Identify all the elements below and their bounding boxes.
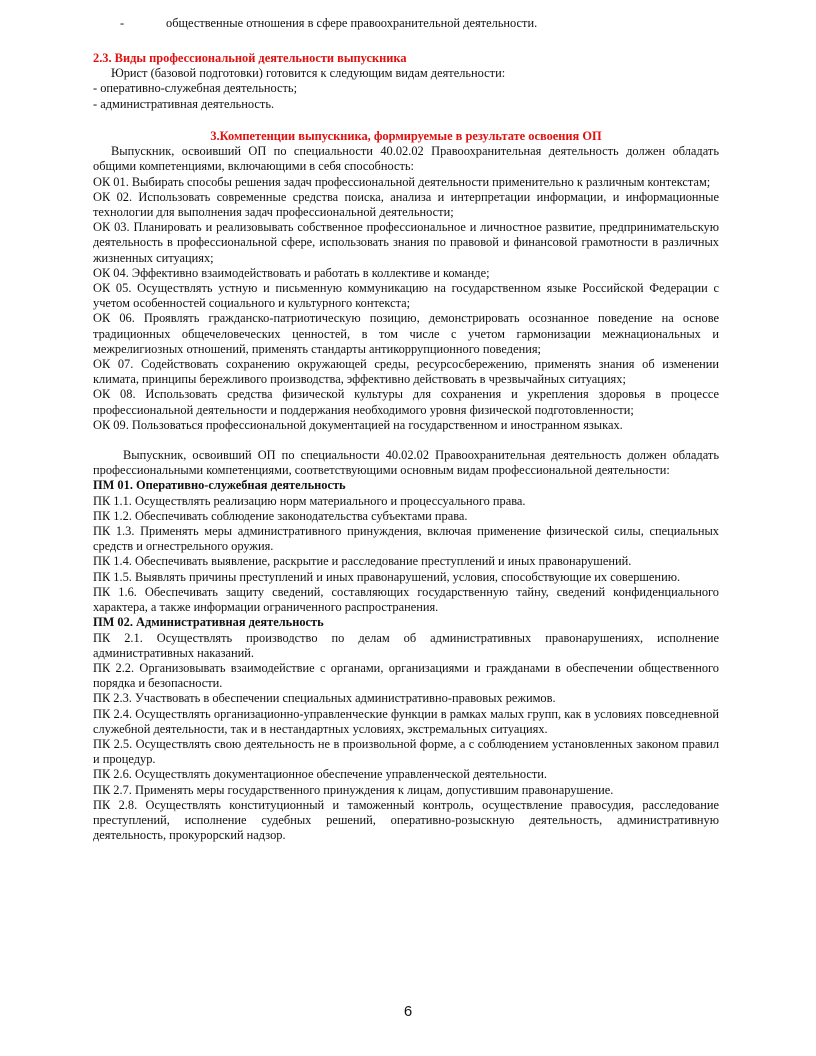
pm02-title: ПМ 02. Административная деятельность: [93, 615, 324, 630]
pk-item: ПК 2.1. Осуществлять производство по делам об административных правонарушениях, исполнение административных наказаний.: [93, 630, 719, 660]
pk-item: ПК 2.2. Организовывать взаимодействие с органами, организациями и гражданами в обеспечении общественного порядка и безопасности.: [93, 660, 719, 691]
ok-item: ОК 09. Пользоваться профессиональной документацией на государственном и иностранном языках.: [93, 417, 623, 432]
pk-item: ПК 2.6. Осуществлять документационное обеспечение управленческой деятельности.: [93, 767, 548, 782]
list-item: - административная деятельность.: [93, 96, 275, 111]
spacer: [93, 433, 719, 448]
pk-item: ПК 1.3. Применять меры административного принуждения, включая применение физической силы, специальных средств и огнестрельного оружия.: [93, 524, 719, 554]
pk-item: ПК 1.4. Обеспечивать выявление, раскрытие и расследование преступлений и иных правонарушений.: [93, 554, 632, 569]
pk-item: ПК 1.6. Обеспечивать защиту сведений, составляющих государственную тайну, сведений конфиденциального характера, а также информации ограниченного распространения.: [93, 584, 719, 615]
list-item: - оперативно-служебная деятельность;: [93, 81, 298, 96]
section-3: [93, 129, 719, 843]
ok-item: ОК 07. Содействовать сохранению окружающей среды, ресурсосбережению, применять знания об изменении климата, принципы бережливого производства, эффективно действовать в чрезвычайных ситуациях;: [93, 357, 719, 387]
ok-item: ОК 04. Эффективно взаимодействовать и работать в коллективе и команде;: [93, 265, 490, 280]
ok-item: ОК 06. Проявлять гражданско-патриотическую позицию, демонстрировать осознанное поведение на основе традиционных общечеловеческих ценностей, в том числе с учетом гармонизации межнациональных и межрелигиозных отношений, применять стандарты антикоррупционного поведения;: [93, 311, 719, 356]
section-2-3: [93, 51, 719, 112]
ok-item: ОК 03. Планировать и реализовывать собственное профессиональное и личностное развитие, предпринимательскую деятельность в профессиональной сфере, использовать знания по правовой и финансовой грамотности в различных жизненных ситуациях;: [93, 220, 719, 265]
pk-item: ПК 2.8. Осуществлять конституционный и таможенный контроль, осуществление правосудия, расследование преступлений, исполнение судебных решений, оперативно-розыскную деятельность, административную деятельность, прокурорский надзор.: [93, 797, 719, 843]
pm01-title: ПМ 01. Оперативно-служебная деятельность: [93, 478, 346, 493]
pk-item: ПК 1.2. Обеспечивать соблюдение законодательства субъектами права.: [93, 508, 468, 523]
ok-item: ОК 02. Использовать современные средства поиска, анализа и интерпретации информации, и информационные технологии для выполнения задач профессиональной деятельности;: [93, 189, 719, 220]
bullet-dash: -: [120, 16, 125, 30]
pk-item: ПК 1.5. Выявлять причины преступлений и иных правонарушений, условия, способствующие их совершению.: [93, 569, 681, 584]
section-heading: 2.3. Виды профессиональной деятельности выпускника: [93, 51, 407, 65]
ok-item: ОК 01. Выбирать способы решения задач профессиональной деятельности применительно к различным контекстам;: [93, 174, 711, 189]
pk-item: ПК 2.5. Осуществлять свою деятельность не в произвольной форме, а с соблюдением установленных законом правил и процедур.: [93, 736, 719, 767]
pk-item: ПК 2.4. Осуществлять организационно-управленческие функции в рамках малых групп, как в условиях повседневной служебной деятельности, так и в нестандартных условиях, экстремальных ситуациях.: [93, 706, 719, 736]
pk-intro: Выпускник, освоивший ОП по специальности 40.02.02 Правоохранительная деятельность должен обладать профессиональными компетенциями, соответствующими основным видам профессиональной деятельности:: [93, 448, 719, 478]
pk-item: ПК 2.7. Применять меры государственного принуждения к лицам, допустившим правонарушение.: [93, 782, 614, 797]
pk-item: ПК 2.3. Участвовать в обеспечении специальных административно-правовых режимов.: [93, 691, 556, 706]
section-heading: 3.Компетенции выпускника, формируемые в результате освоения ОП: [210, 129, 602, 143]
pk-item: ПК 1.1. Осуществлять реализацию норм материального и процессуального права.: [93, 493, 526, 508]
ok-item: ОК 05. Осуществлять устную и письменную коммуникацию на государственном языке Российской Федерации с учетом особенностей социального и культурного контекста;: [93, 281, 719, 311]
list-item-text: общественные отношения в сфере правоохранительной деятельности.: [166, 16, 538, 30]
page-number: 6: [403, 1003, 413, 1020]
section-intro: Юрист (базовой подготовки) готовится к следующим видам деятельности:: [111, 66, 506, 81]
section-intro: Выпускник, освоивший ОП по специальности 40.02.02 Правоохранительная деятельность должен обладать общими компетенциями, включающими в себя способность:: [93, 144, 719, 174]
ok-item: ОК 08. Использовать средства физической культуры для сохранения и укрепления здоровья в процессе профессиональной деятельности и поддержания необходимого уровня физической подготовленности;: [93, 387, 719, 417]
